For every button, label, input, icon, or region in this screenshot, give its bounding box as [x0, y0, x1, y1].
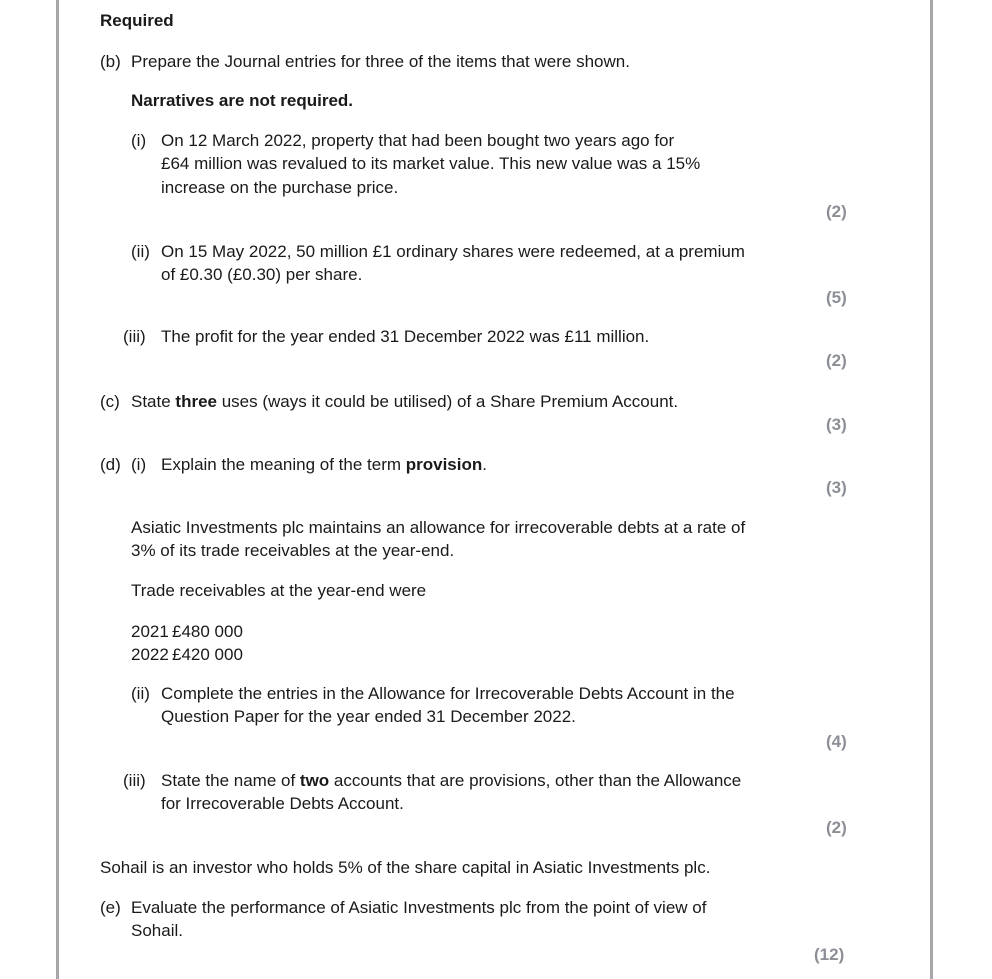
b-ii-line: of £0.30 (£0.30) per share.	[161, 265, 363, 284]
e-marks: (12)	[814, 945, 845, 964]
d-ii-line: Complete the entries in the Allowance for Irrecoverable Debts Account in the	[161, 684, 735, 703]
b-ii-line: On 15 May 2022, 50 million £1 ordinary shares were redeemed, at a premium	[161, 242, 745, 261]
receivable-amount: £480 000	[172, 622, 243, 641]
b-i-line: increase on the purchase price.	[161, 178, 399, 197]
d-iii-marks: (2)	[826, 818, 847, 837]
d-i-pre: Explain the meaning of the term	[161, 455, 406, 474]
b-ii-marks: (5)	[826, 288, 847, 307]
trade-intro: Trade receivables at the year-end were	[131, 581, 427, 600]
b-iii-line: The profit for the year ended 31 December 2022 was £11 million.	[161, 327, 650, 346]
b-iii-marks: (2)	[826, 351, 847, 370]
d-ii-marks: (4)	[826, 732, 847, 751]
d-ii-label: (ii)	[131, 684, 150, 703]
sohail-statement: Sohail is an investor who holds 5% of the share capital in Asiatic Investments plc.	[100, 858, 711, 877]
d-ii-line: Question Paper for the year ended 31 December 2022.	[161, 707, 576, 726]
d-iii-label: (iii)	[123, 771, 146, 790]
page-right-border	[930, 0, 933, 979]
d-iii-post: accounts that are provisions, other than the Allowance	[329, 771, 742, 790]
b-i-line: On 12 March 2022, property that had been bought two years ago for	[161, 131, 675, 150]
required-heading: Required	[100, 11, 174, 30]
receivable-amount: £420 000	[172, 645, 243, 664]
receivable-year: 2021	[131, 622, 169, 641]
d-info-line: Asiatic Investments plc maintains an allowance for irrecoverable debts at a rate of	[131, 518, 746, 537]
e-line: Evaluate the performance of Asiatic Investments plc from the point of view of	[131, 898, 707, 917]
receivable-year: 2022	[131, 645, 169, 664]
c-text-bold: three	[175, 392, 217, 411]
d-i-post: .	[482, 455, 487, 474]
d-iii-line2: for Irrecoverable Debts Account.	[161, 794, 404, 813]
b-i-label: (i)	[131, 131, 147, 150]
d-i-label: (i)	[131, 455, 147, 474]
d-i-marks: (3)	[826, 478, 847, 497]
d-info-line: 3% of its trade receivables at the year-end.	[131, 541, 455, 560]
d-i-bold: provision	[405, 455, 483, 474]
d-iii-pre: State the name of	[161, 771, 300, 790]
b-ii-label: (ii)	[131, 242, 150, 261]
question-b-text: Prepare the Journal entries for three of the items that were shown.	[131, 52, 630, 71]
c-text-post: uses (ways it could be utilised) of a Share Premium Account.	[217, 392, 679, 411]
e-line: Sohail.	[131, 921, 183, 940]
question-e-label: (e)	[100, 898, 121, 917]
page-left-border	[56, 0, 59, 979]
c-marks: (3)	[826, 415, 847, 434]
question-b-label: (b)	[100, 52, 121, 71]
b-i-line: £64 million was revalued to its market value. This new value was a 15%	[161, 154, 701, 173]
d-iii-bold: two	[299, 771, 330, 790]
question-c-label: (c)	[100, 392, 120, 411]
d-iii-text	[161, 771, 741, 791]
b-i-marks: (2)	[826, 202, 847, 221]
question-c-text	[131, 392, 678, 412]
question-d-label: (d)	[100, 455, 121, 474]
question-b-note: Narratives are not required.	[131, 91, 354, 110]
d-i-text	[161, 455, 487, 475]
b-iii-label: (iii)	[123, 327, 146, 346]
c-text-pre: State	[131, 392, 176, 411]
